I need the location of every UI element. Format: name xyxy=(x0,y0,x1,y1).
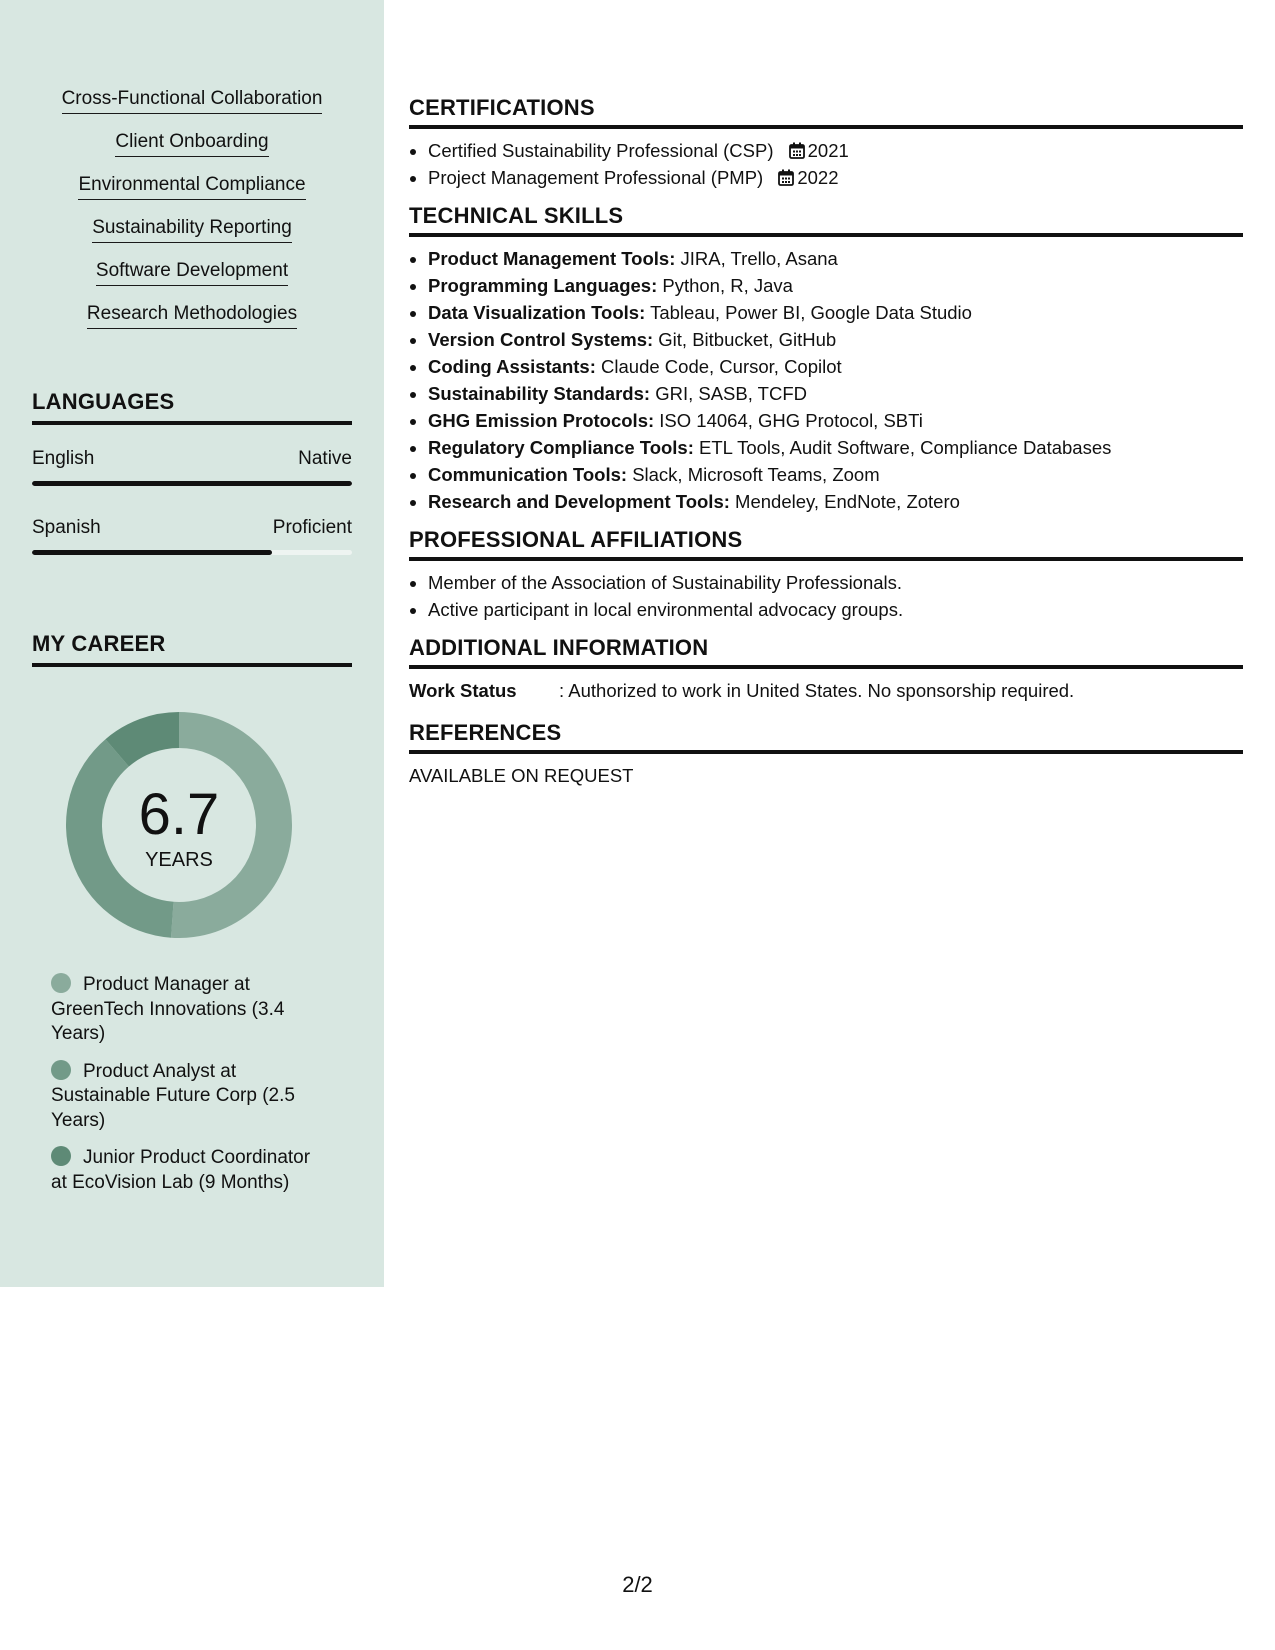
skill-label: GHG Emission Protocols: xyxy=(428,410,655,431)
language-name: Spanish xyxy=(32,517,101,538)
technical-skill-item xyxy=(428,407,1243,434)
work-status-row xyxy=(409,677,1243,704)
career-total-number: 6.7 xyxy=(138,782,220,847)
career-item xyxy=(51,973,321,1047)
certification-item xyxy=(428,137,1243,164)
skill-value: Python, R, Java xyxy=(662,275,793,296)
references-heading: REFERENCES xyxy=(409,720,1243,754)
language-name: English xyxy=(32,448,95,469)
skill-value: GRI, SASB, TCFD xyxy=(655,383,807,404)
technical-skill-item xyxy=(428,380,1243,407)
skill-tag: Sustainability Reporting xyxy=(92,215,292,243)
affiliation-item: • Active participant in local environmental advocacy groups. xyxy=(428,596,1243,623)
career-item xyxy=(51,1060,321,1134)
certification-name: Project Management Professional (PMP) xyxy=(428,167,764,188)
technical-skills-heading: TECHNICAL SKILLS xyxy=(409,203,1243,237)
additional-info-heading: ADDITIONAL INFORMATION xyxy=(409,635,1243,669)
certifications-heading: CERTIFICATIONS xyxy=(409,95,1243,129)
work-status-value: : Authorized to work in United States. No sponsorship required. xyxy=(559,680,1075,701)
calendar-icon xyxy=(789,142,805,159)
technical-skills-list xyxy=(409,245,1243,515)
certification-year: 2021 xyxy=(807,140,849,161)
career-item-text: Product Manager at GreenTech Innovations (3.4 Years) xyxy=(51,974,285,1044)
language-level: Native xyxy=(298,448,352,469)
skill-tag: Environmental Compliance xyxy=(78,172,305,200)
skill-label: Research and Development Tools: xyxy=(428,491,730,512)
legend-dot xyxy=(51,973,71,993)
career-total-unit: YEARS xyxy=(145,849,213,871)
skill-value: Tableau, Power BI, Google Data Studio xyxy=(650,302,972,323)
legend-dot xyxy=(51,1146,71,1166)
certification-year: 2022 xyxy=(797,167,839,188)
calendar-icon xyxy=(778,169,794,186)
affiliation-item: • Member of the Association of Sustainability Professionals. xyxy=(428,569,1243,596)
technical-skill-item xyxy=(428,326,1243,353)
legend-dot xyxy=(51,1060,71,1080)
affiliations-heading: PROFESSIONAL AFFILIATIONS xyxy=(409,527,1243,561)
technical-skill-item xyxy=(428,434,1243,461)
technical-skill-item xyxy=(428,461,1243,488)
affiliations-list xyxy=(409,569,1243,623)
main-content xyxy=(409,95,1243,789)
career-item xyxy=(51,1146,321,1195)
skill-value: JIRA, Trello, Asana xyxy=(680,248,838,269)
skill-value: Mendeley, EndNote, Zotero xyxy=(735,491,960,512)
skill-tag: Research Methodologies xyxy=(87,301,297,329)
language-level: Proficient xyxy=(272,517,352,538)
skills-list xyxy=(0,86,384,344)
skill-tag: Client Onboarding xyxy=(115,129,268,157)
technical-skill-item xyxy=(428,299,1243,326)
skill-value: ETL Tools, Audit Software, Compliance Databases xyxy=(699,437,1112,458)
technical-skill-item xyxy=(428,488,1243,515)
certifications-list xyxy=(409,137,1243,191)
skill-label: Coding Assistants: xyxy=(428,356,596,377)
skill-label: Communication Tools: xyxy=(428,464,628,485)
skill-value: Git, Bitbucket, GitHub xyxy=(658,329,837,350)
career-donut xyxy=(66,712,292,938)
skill-label: Programming Languages: xyxy=(428,275,658,296)
technical-skill-item xyxy=(428,353,1243,380)
technical-skill-item xyxy=(428,245,1243,272)
career-heading: MY CAREER xyxy=(32,631,352,667)
skill-label: Product Management Tools: xyxy=(428,248,676,269)
page-number: 2/2 xyxy=(622,1572,653,1597)
sidebar xyxy=(0,0,384,1287)
language-proficiency-fill xyxy=(32,481,352,486)
skill-tag: Cross-Functional Collaboration xyxy=(62,86,323,114)
career-total xyxy=(66,712,292,938)
skill-label: Sustainability Standards: xyxy=(428,383,651,404)
language-proficiency-fill xyxy=(32,550,272,555)
technical-skill-item xyxy=(428,272,1243,299)
skill-label: Regulatory Compliance Tools: xyxy=(428,437,694,458)
references-text: AVAILABLE ON REQUEST xyxy=(409,765,634,786)
skill-label: Data Visualization Tools: xyxy=(428,302,646,323)
certification-item xyxy=(428,164,1243,191)
career-item-text: Product Analyst at Sustainable Future Corp (2.5 Years) xyxy=(51,1060,295,1131)
skill-value: ISO 14064, GHG Protocol, SBTi xyxy=(659,410,923,431)
skill-label: Version Control Systems: xyxy=(428,329,654,350)
career-legend xyxy=(51,973,321,1208)
language-proficiency-bar xyxy=(32,481,352,486)
languages-heading: LANGUAGES xyxy=(32,389,352,425)
language-proficiency-bar xyxy=(32,550,352,555)
work-status-label: Work Status xyxy=(409,680,517,701)
skill-value: Slack, Microsoft Teams, Zoom xyxy=(632,464,880,485)
certification-name: Certified Sustainability Professional (CSP) xyxy=(428,140,774,161)
career-item-text: Junior Product Coordinator at EcoVision Lab (9 Months) xyxy=(51,1147,311,1193)
skill-value: Claude Code, Cursor, Copilot xyxy=(601,356,842,377)
skill-tag: Software Development xyxy=(96,258,288,286)
